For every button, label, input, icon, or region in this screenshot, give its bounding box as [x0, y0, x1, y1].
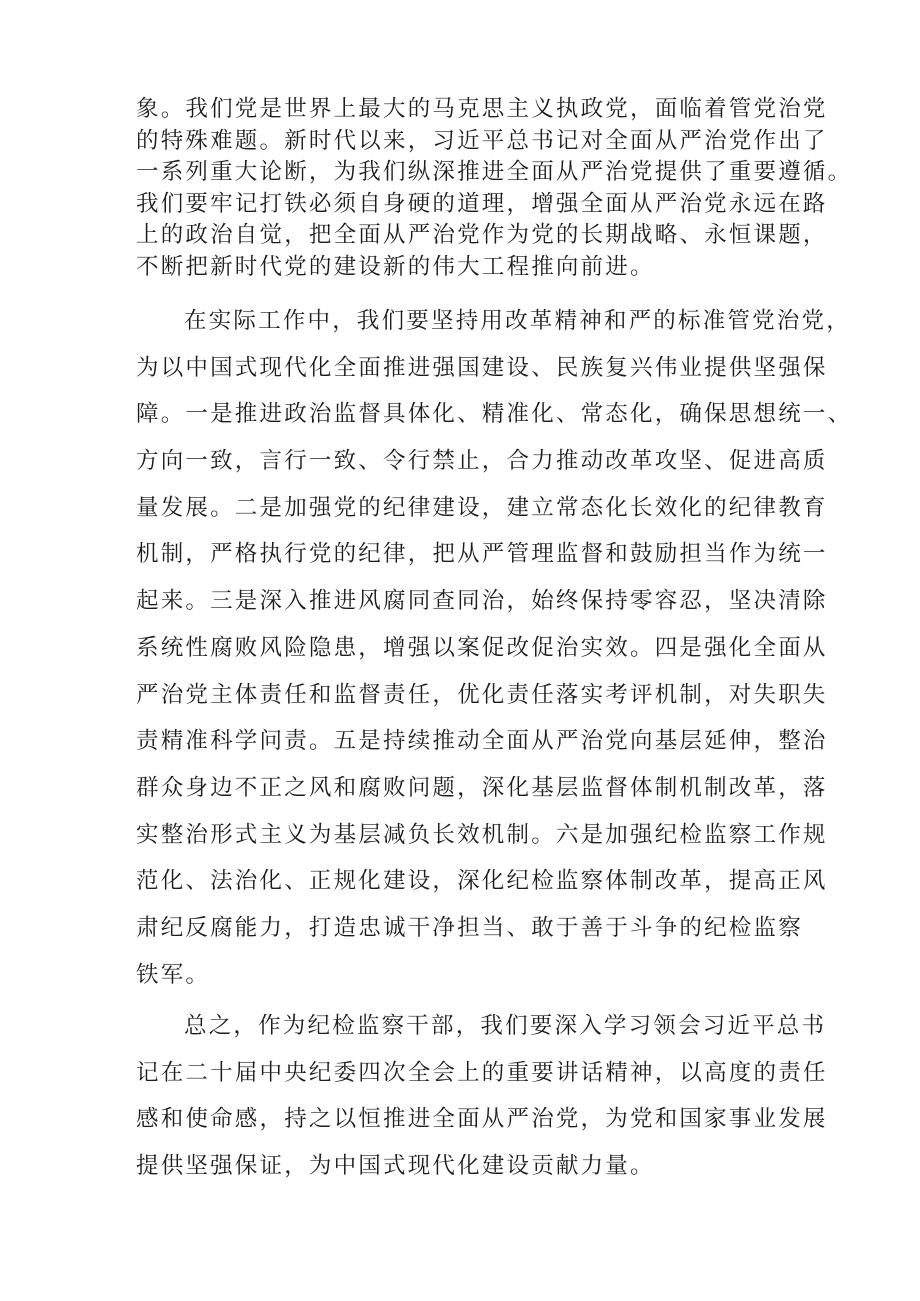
text-line: 方向一致，言行一致、令行禁止，合力推动改革攻坚、促进高质: [136, 448, 828, 475]
text-line: 严治党主体责任和监督责任，优化责任落实考评机制，对失职失: [136, 681, 828, 708]
text-line: 象。我们党是世界上最大的马克思主义执政党，面临着管党治党: [136, 96, 828, 122]
text-line: 不断把新时代党的建设新的伟大工程推向前进。: [136, 253, 655, 280]
text-line: 铁军。: [136, 961, 211, 988]
text-line: 总之，作为纪检监察干部，我们要深入学习领会习近平总书: [184, 1013, 827, 1039]
paragraph-practical-work: [136, 298, 853, 998]
paragraph-conclusion: [136, 1003, 828, 1190]
text-line: 提供坚强保证，为中国式现代化建设贡献力量。: [136, 1153, 655, 1180]
text-line: 障。一是推进政治监督具体化、精准化、常态化，确保思想统一、: [136, 401, 853, 428]
text-line: 量发展。二是加强党的纪律建设，建立常态化长效化的纪律教育: [136, 494, 828, 521]
text-line: 群众身边不正之风和腐败问题，深化基层监督体制机制改革，落: [136, 774, 828, 801]
text-line: 感和使命感，持之以恒推进全面从严治党，为党和国家事业发展: [136, 1106, 828, 1133]
text-line: 在实际工作中，我们要坚持用改革精神和严的标准管党治党，: [184, 308, 851, 334]
text-line: 我们要牢记打铁必须自身硬的道理，增强全面从严治党永远在路: [136, 190, 828, 217]
text-line: 上的政治自觉，把全面从严治党作为党的长期战略、永恒课题，: [136, 222, 828, 248]
text-line: 实整治形式主义为基层减负长效机制。六是加强纪检监察工作规: [136, 821, 828, 848]
text-line: 起来。三是深入推进风腐同查同治，始终保持零容忍，坚决清除: [136, 588, 828, 615]
paragraph-continuation: [136, 94, 853, 283]
text-line: 责精准科学问责。五是持续推动全面从严治党向基层延伸，整治: [136, 728, 828, 755]
text-line: 的特殊难题。新时代以来，习近平总书记对全面从严治党作出了: [136, 127, 828, 154]
text-line: 机制，严格执行党的纪律，把从严管理监督和鼓励担当作为统一: [136, 541, 828, 568]
text-line: 一系列重大论断，为我们纵深推进全面从严治党提供了重要遵循。: [136, 159, 853, 185]
text-line: 系统性腐败风险隐患，增强以案促改促治实效。四是强化全面从: [136, 634, 828, 661]
text-line: 范化、法治化、正规化建设，深化纪检监察体制改革，提高正风: [136, 868, 828, 895]
text-line: 肃纪反腐能力，打造忠诚干净担当、敢于善于斗争的纪检监察: [136, 914, 803, 941]
text-line: 记在二十届中央纪委四次全会上的重要讲话精神，以高度的责任: [136, 1059, 828, 1086]
text-line: 为以中国式现代化全面推进强国建设、民族复兴伟业提供坚强保: [136, 354, 828, 381]
